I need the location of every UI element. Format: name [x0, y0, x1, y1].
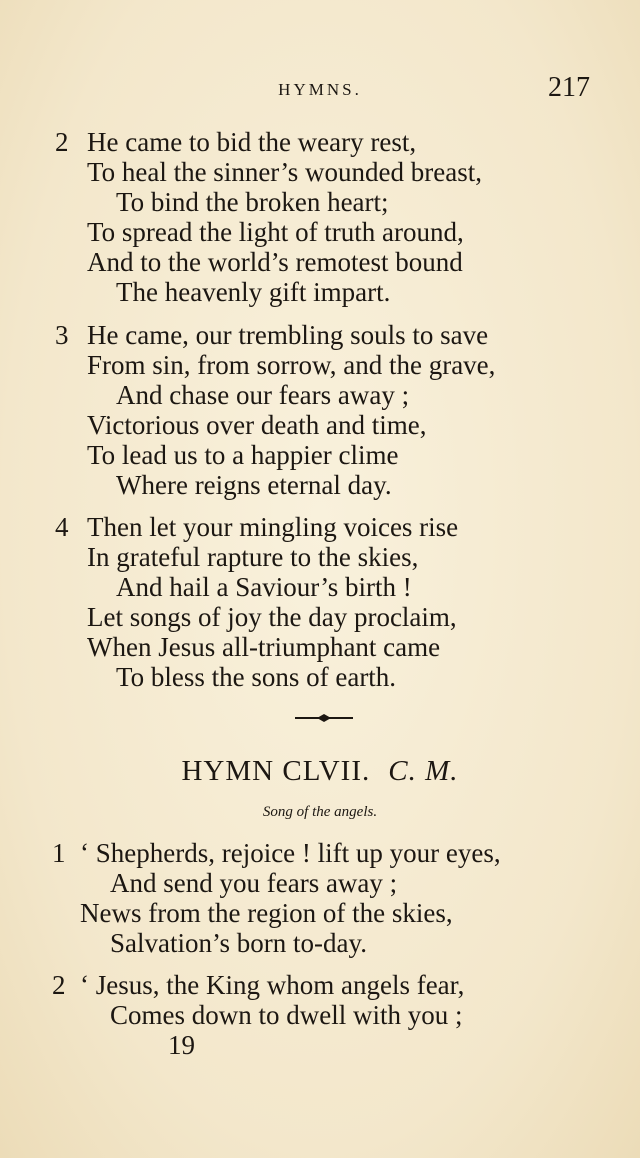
verse-line: The heavenly gift impart.	[116, 277, 391, 307]
verse-line: And to the world’s remotest bound	[87, 247, 463, 277]
signature-mark: 19	[168, 1030, 195, 1060]
verse-line: ‘ Shepherds, rejoice ! lift up your eyes,	[80, 838, 501, 868]
verse-line: Victorious over death and time,	[87, 410, 427, 440]
hymn-subtitle: Song of the angels.	[262, 804, 378, 820]
page-number: 217	[548, 72, 590, 103]
verse-line: Comes down to dwell with you ;	[110, 1000, 463, 1030]
hymn-heading	[0, 755, 640, 788]
verse-line: ‘ Jesus, the King whom angels fear,	[80, 970, 465, 1000]
verse-line: To bind the broken heart;	[116, 187, 389, 217]
verse-line: To spread the light of truth around,	[87, 217, 464, 247]
stanza-number: 2	[55, 127, 69, 157]
verse-line: From sin, from sorrow, and the grave,	[87, 350, 496, 380]
stanza-number: 3	[55, 320, 69, 350]
verse-line: And chase our fears away ;	[116, 380, 410, 410]
stanza-number: 2	[52, 970, 66, 1000]
verse-line: In grateful rapture to the skies,	[87, 542, 419, 572]
verse-line: To lead us to a happier clime	[87, 440, 399, 470]
hymn-number: HYMN CLVII.	[181, 755, 371, 787]
verse-line: He came to bid the weary rest,	[87, 127, 417, 157]
verse-line: News from the region of the skies,	[80, 898, 453, 928]
verse-line: Salvation’s born to-day.	[110, 928, 367, 958]
verse-line: Where reigns eternal day.	[116, 470, 392, 500]
verse-line: To bless the sons of earth.	[116, 662, 397, 692]
hymn-meter: C. M.	[388, 755, 459, 787]
verse-line: And send you fears away ;	[110, 868, 398, 898]
verse-line: Let songs of joy the day proclaim,	[87, 602, 457, 632]
verse-line: And hail a Saviour’s birth !	[116, 572, 412, 602]
verse-line: He came, our trembling souls to save	[87, 320, 489, 350]
stanza-number: 4	[55, 512, 69, 542]
verse-line: To heal the sinner’s wounded breast,	[87, 157, 483, 187]
running-header: HYMNS.	[278, 80, 362, 99]
verse-line: Then let your mingling voices rise	[87, 512, 459, 542]
stanza-number: 1	[52, 838, 66, 868]
section-divider-ornament	[293, 712, 355, 724]
verse-line: When Jesus all-triumphant came	[87, 632, 441, 662]
